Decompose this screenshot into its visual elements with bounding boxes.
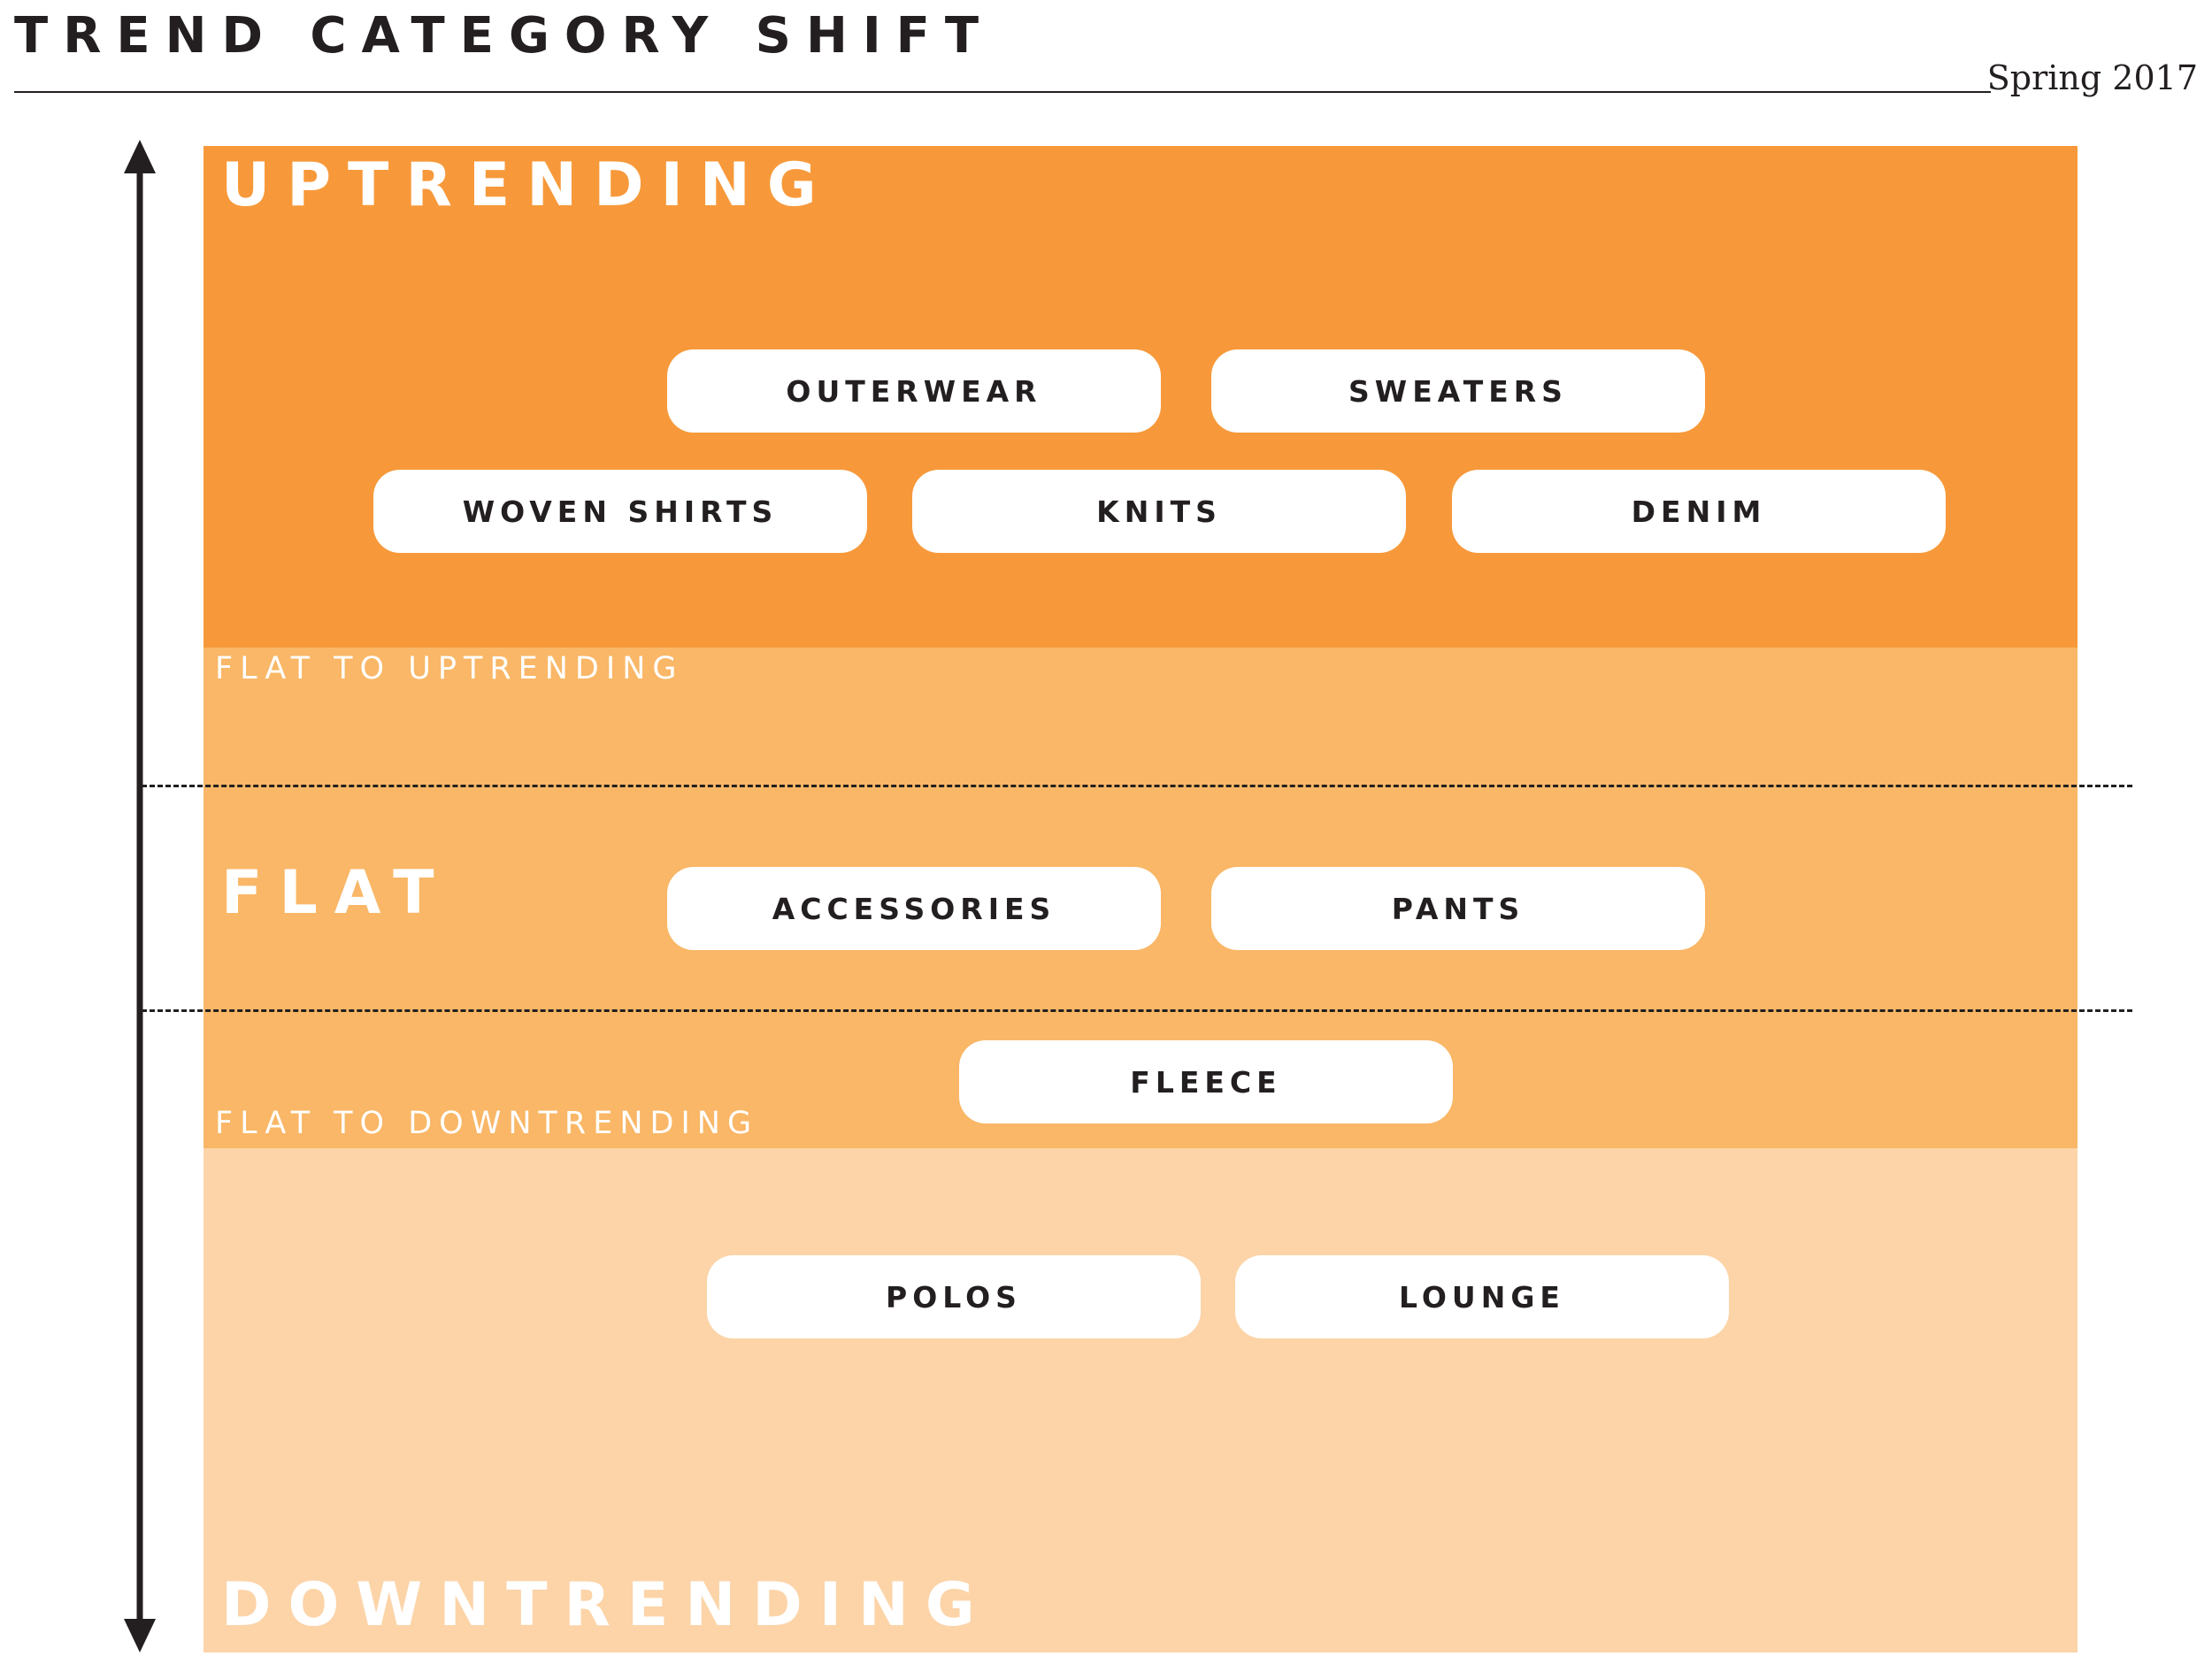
category-denim: DENIM: [1452, 470, 1946, 553]
category-lounge: LOUNGE: [1235, 1255, 1729, 1338]
page-title: TREND CATEGORY SHIFT: [14, 7, 995, 65]
zone-label-flat: FLAT: [221, 858, 451, 928]
category-polos: POLOS: [707, 1255, 1201, 1338]
category-sweaters: SWEATERS: [1211, 349, 1705, 433]
zone-label-flat-to-downtrending: FLAT TO DOWNTRENDING: [215, 1106, 759, 1141]
category-accessories: ACCESSORIES: [667, 867, 1161, 950]
category-pants: PANTS: [1211, 867, 1705, 950]
zone-label-uptrending: UPTRENDING: [221, 150, 833, 220]
category-knits: KNITS: [912, 470, 1406, 553]
category-outerwear: OUTERWEAR: [667, 349, 1161, 433]
category-woven-shirts: WOVEN SHIRTS: [373, 470, 867, 553]
trend-axis-arrow-icon: [124, 140, 156, 1652]
zone-label-downtrending: DOWNTRENDING: [221, 1570, 992, 1640]
title-rule: [14, 91, 1991, 93]
flat-lower-dashed-line: [142, 1009, 2132, 1012]
season-label: Spring 2017: [1986, 58, 2198, 97]
zone-label-flat-to-uptrending: FLAT TO UPTRENDING: [215, 651, 684, 686]
category-fleece: FLEECE: [959, 1040, 1453, 1123]
flat-upper-dashed-line: [142, 785, 2132, 787]
